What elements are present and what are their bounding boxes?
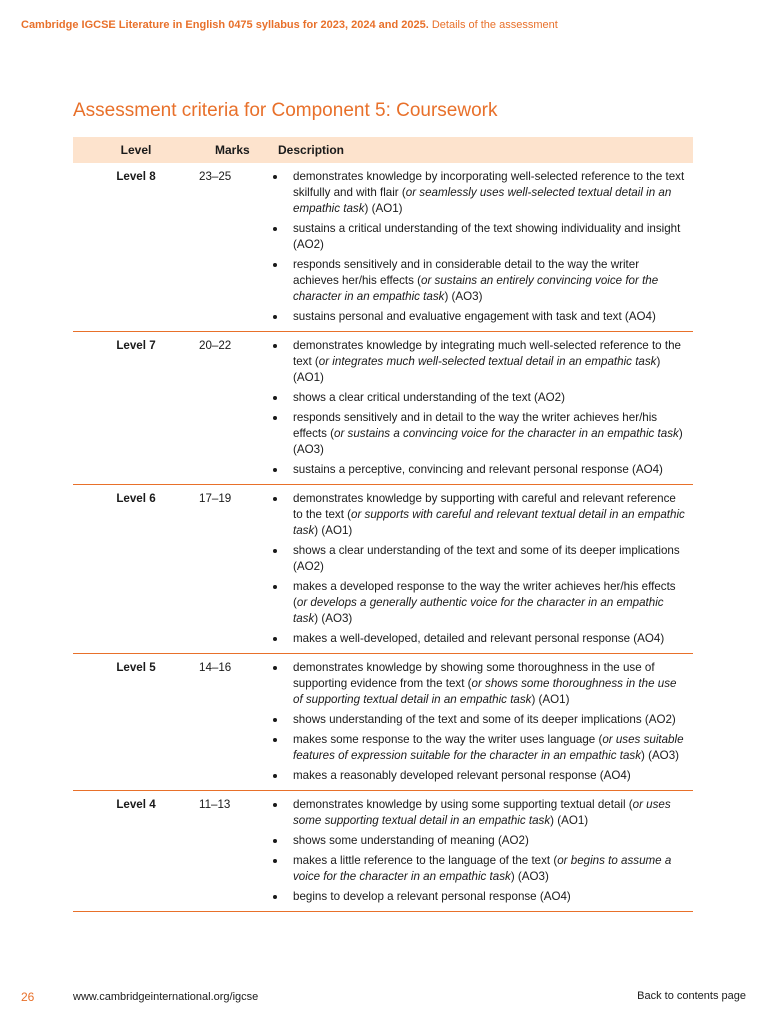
criterion-empathic-text: or uses suitable features of expression suitable for the character in an empathic task bbox=[293, 733, 684, 762]
table-header-row bbox=[73, 137, 693, 163]
criteria-list bbox=[271, 169, 687, 325]
criterion-empathic-text: or develops a generally authentic voice for the character in an empathic task bbox=[293, 596, 664, 625]
criterion-item bbox=[271, 768, 687, 784]
criterion-text: demonstrates knowledge by supporting with careful and relevant reference to the text ( bbox=[293, 492, 676, 521]
criterion-text: shows understanding of the text and some of its deeper implications (AO2) bbox=[293, 713, 676, 726]
criterion-item bbox=[271, 853, 687, 885]
criterion-item bbox=[271, 257, 687, 305]
table-row bbox=[73, 485, 693, 654]
bullet-icon bbox=[273, 263, 277, 267]
criterion-text: demonstrates knowledge by integrating much well-selected reference to the text ( bbox=[293, 339, 681, 368]
bullet-icon bbox=[273, 396, 277, 400]
running-header bbox=[21, 19, 558, 31]
bullet-icon bbox=[273, 315, 277, 319]
criterion-empathic-text: or sustains an entirely convincing voice for the character in an empathic task bbox=[293, 274, 659, 303]
description-cell bbox=[271, 791, 693, 912]
criterion-ao-text: ) (AO3) bbox=[510, 870, 549, 883]
running-header-title: Cambridge IGCSE Literature in English 0475 syllabus for 2023, 2024 and 2025. bbox=[21, 19, 429, 31]
bullet-icon bbox=[273, 175, 277, 179]
table-row bbox=[73, 654, 693, 791]
criterion-text: sustains a perceptive, convincing and relevant personal response (AO4) bbox=[293, 463, 663, 476]
page-title: Assessment criteria for Component 5: Coursework bbox=[73, 100, 498, 121]
criterion-item bbox=[271, 309, 687, 325]
criterion-item bbox=[271, 797, 687, 829]
marks-cell bbox=[199, 332, 271, 485]
criterion-item bbox=[271, 221, 687, 253]
criterion-item bbox=[271, 631, 687, 647]
level-cell: Level 6 bbox=[73, 485, 199, 654]
running-header-section: Details of the assessment bbox=[431, 19, 558, 31]
level-cell: Level 5 bbox=[73, 654, 199, 791]
criterion-item bbox=[271, 579, 687, 627]
criterion-text: makes a little reference to the language of the text ( bbox=[293, 854, 558, 867]
bullet-icon bbox=[273, 718, 277, 722]
description-cell bbox=[271, 163, 693, 332]
column-header-description: Description bbox=[271, 137, 693, 163]
criterion-empathic-text: or supports with careful and relevant textual detail in an empathic task bbox=[293, 508, 685, 537]
marks-cell bbox=[199, 485, 271, 654]
description-cell bbox=[271, 654, 693, 791]
criteria-list bbox=[271, 491, 687, 647]
bullet-icon bbox=[273, 774, 277, 778]
bullet-icon bbox=[273, 859, 277, 863]
criterion-text: demonstrates knowledge by showing some thoroughness in the use of supporting evidence from the text ( bbox=[293, 661, 655, 690]
level-cell: Level 8 bbox=[73, 163, 199, 332]
marks-value: 20–22 bbox=[199, 339, 232, 352]
footer-url: www.cambridgeinternational.org/igcse bbox=[73, 991, 259, 1003]
bullet-icon bbox=[273, 416, 277, 420]
criterion-ao-text: ) (AO3) bbox=[444, 290, 483, 303]
table-row bbox=[73, 163, 693, 332]
back-to-contents-link[interactable]: Back to contents page bbox=[637, 990, 746, 1002]
marks-value: 14–16 bbox=[199, 661, 232, 674]
bullet-icon bbox=[273, 839, 277, 843]
table-row bbox=[73, 332, 693, 485]
criterion-item bbox=[271, 543, 687, 575]
criterion-item bbox=[271, 712, 687, 728]
level-cell: Level 7 bbox=[73, 332, 199, 485]
criterion-ao-text: ) (AO1) bbox=[364, 202, 403, 215]
bullet-icon bbox=[273, 497, 277, 501]
bullet-icon bbox=[273, 637, 277, 641]
criterion-text: makes a well-developed, detailed and relevant personal response (AO4) bbox=[293, 632, 665, 645]
description-cell bbox=[271, 332, 693, 485]
criterion-ao-text: ) (AO1) bbox=[550, 814, 589, 827]
criterion-item bbox=[271, 833, 687, 849]
bullet-icon bbox=[273, 803, 277, 807]
criterion-item bbox=[271, 491, 687, 539]
criterion-text: shows a clear critical understanding of the text (AO2) bbox=[293, 391, 565, 404]
criterion-text: sustains a critical understanding of the text showing individuality and insight (AO2) bbox=[293, 222, 681, 251]
criterion-text: demonstrates knowledge by incorporating well-selected reference to the text skilfully and with flair ( bbox=[293, 170, 685, 199]
criterion-item bbox=[271, 410, 687, 458]
marks-cell bbox=[199, 654, 271, 791]
criterion-item bbox=[271, 889, 687, 905]
criterion-ao-text: ) (AO3) bbox=[314, 612, 353, 625]
criterion-item bbox=[271, 338, 687, 386]
criterion-text: sustains personal and evaluative engagement with task and text (AO4) bbox=[293, 310, 656, 323]
bullet-icon bbox=[273, 666, 277, 670]
criteria-list bbox=[271, 797, 687, 905]
marks-value: 23–25 bbox=[199, 170, 232, 183]
criterion-empathic-text: or uses some supporting textual detail in an empathic task bbox=[293, 798, 671, 827]
criterion-empathic-text: or seamlessly uses well-selected textual detail in an empathic task bbox=[293, 186, 672, 215]
column-header-marks: Marks bbox=[199, 137, 271, 163]
criterion-text: responds sensitively and in detail to the way the writer achieves her/his effects ( bbox=[293, 411, 658, 440]
marks-value: 11–13 bbox=[199, 798, 231, 811]
bullet-icon bbox=[273, 344, 277, 348]
bullet-icon bbox=[273, 227, 277, 231]
criterion-ao-text: ) (AO3) bbox=[293, 427, 683, 456]
criterion-empathic-text: or begins to assume a voice for the character in an empathic task bbox=[293, 854, 672, 883]
bullet-icon bbox=[273, 738, 277, 742]
criterion-item bbox=[271, 660, 687, 708]
marks-cell bbox=[199, 163, 271, 332]
criterion-item bbox=[271, 462, 687, 478]
criterion-text: shows a clear understanding of the text and some of its deeper implications (AO2) bbox=[293, 544, 680, 573]
bullet-icon bbox=[273, 468, 277, 472]
criterion-text: demonstrates knowledge by using some supporting textual detail ( bbox=[293, 798, 633, 811]
criteria-list bbox=[271, 660, 687, 784]
criterion-text: begins to develop a relevant personal response (AO4) bbox=[293, 890, 571, 903]
column-header-level: Level bbox=[73, 137, 199, 163]
criterion-text: makes a reasonably developed relevant personal response (AO4) bbox=[293, 769, 631, 782]
criteria-list bbox=[271, 338, 687, 478]
description-cell bbox=[271, 485, 693, 654]
level-cell: Level 4 bbox=[73, 791, 199, 912]
criterion-item bbox=[271, 732, 687, 764]
criterion-text: makes some response to the way the writer uses language ( bbox=[293, 733, 603, 746]
criterion-ao-text: ) (AO1) bbox=[531, 693, 570, 706]
criterion-ao-text: ) (AO3) bbox=[641, 749, 680, 762]
table-row bbox=[73, 791, 693, 912]
criterion-empathic-text: or integrates much well-selected textual detail in an empathic task bbox=[318, 355, 657, 368]
bullet-icon bbox=[273, 585, 277, 589]
marks-cell bbox=[199, 791, 271, 912]
criterion-item bbox=[271, 169, 687, 217]
criterion-empathic-text: or sustains a convincing voice for the character in an empathic task bbox=[334, 427, 679, 440]
criterion-empathic-text: or shows some thoroughness in the use of supporting textual detail in an empathic task bbox=[293, 677, 677, 706]
bullet-icon bbox=[273, 895, 277, 899]
criterion-ao-text: ) (AO1) bbox=[314, 524, 353, 537]
marks-value: 17–19 bbox=[199, 492, 232, 505]
criterion-text: responds sensitively and in considerable detail to the way the writer achieves her/his effects ( bbox=[293, 258, 640, 287]
page-number: 26 bbox=[21, 990, 35, 1004]
bullet-icon bbox=[273, 549, 277, 553]
criterion-text: makes a developed response to the way the writer achieves her/his effects ( bbox=[293, 580, 676, 609]
criterion-ao-text: ) (AO1) bbox=[293, 355, 661, 384]
criterion-text: shows some understanding of meaning (AO2) bbox=[293, 834, 529, 847]
criterion-item bbox=[271, 390, 687, 406]
assessment-criteria-table bbox=[73, 137, 693, 912]
table-body bbox=[73, 163, 693, 912]
